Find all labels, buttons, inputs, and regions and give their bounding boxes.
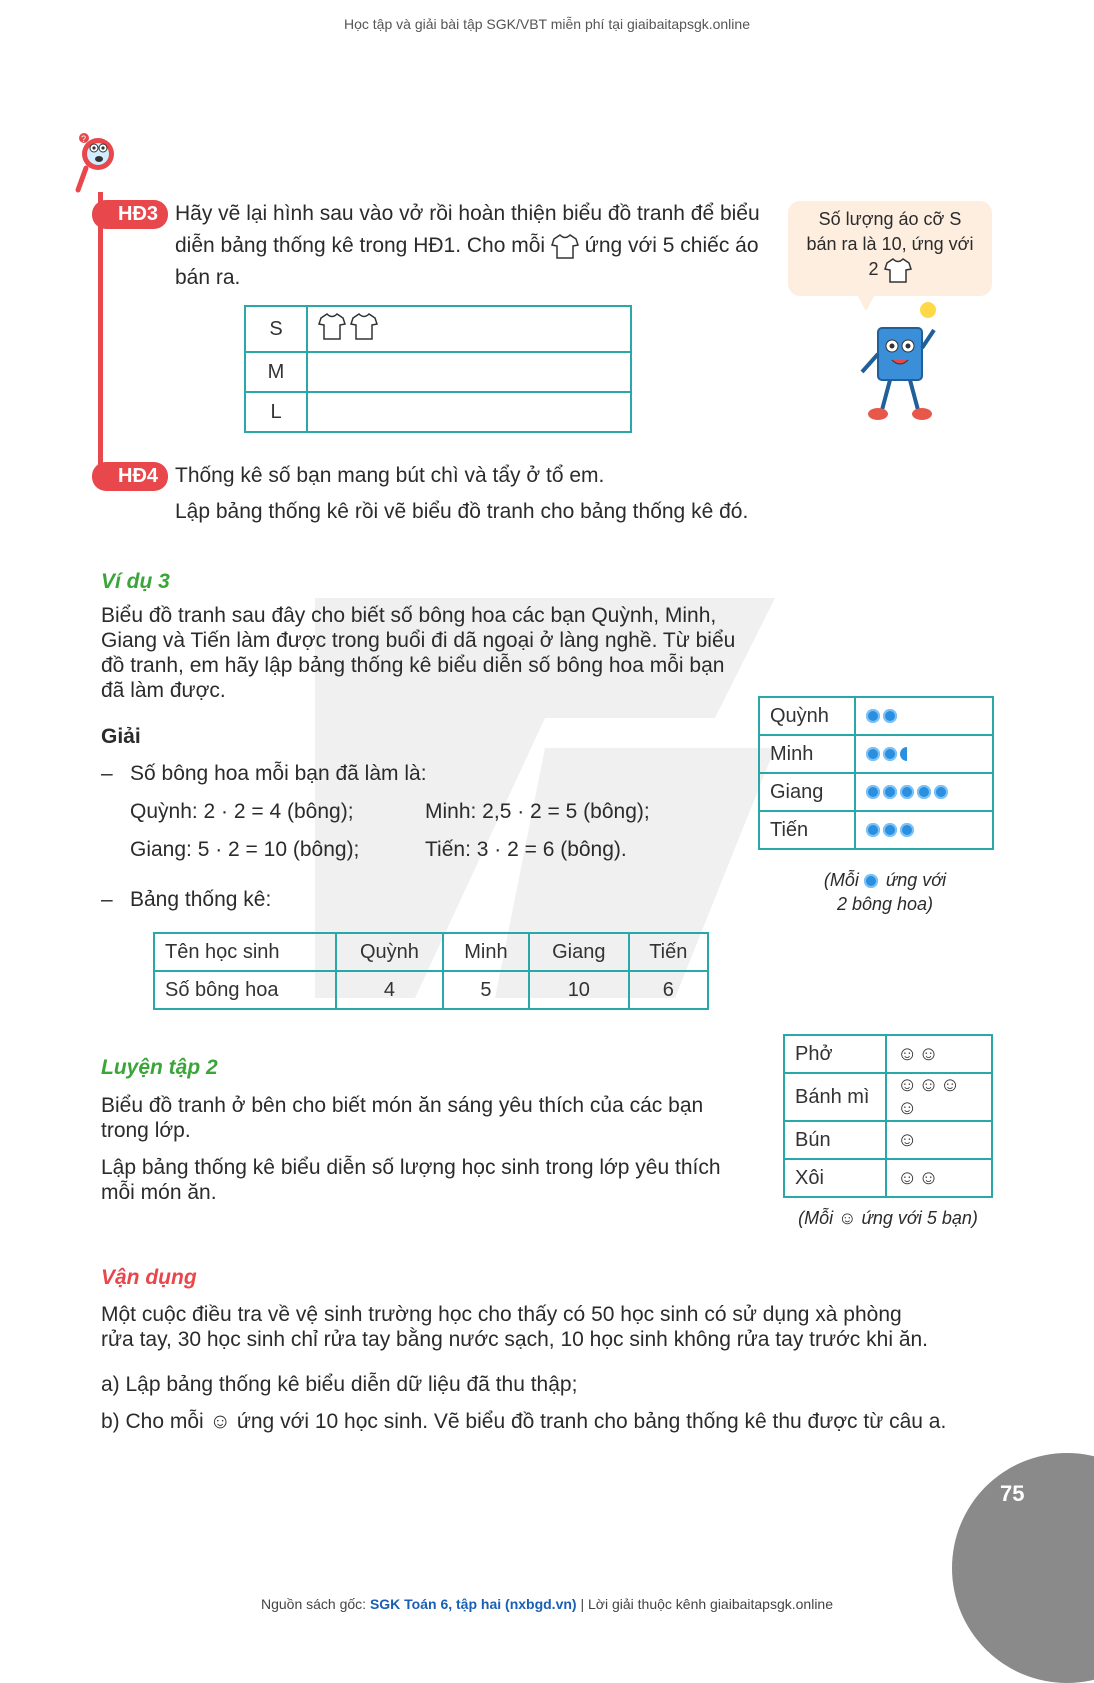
flower-icon (900, 823, 914, 837)
food-name-banhmi: Bánh mì (784, 1073, 886, 1121)
hd3-line1: Hãy vẽ lại hình sau vào vở rồi hoàn thiện biểu đồ tranh để biểu (175, 202, 760, 225)
stat-value-minh: 5 (443, 971, 529, 1009)
bullet-2: – (101, 888, 113, 911)
picto-flowers-giang (855, 773, 993, 811)
size-label-m: M (245, 352, 307, 392)
stat-header-minh: Minh (443, 933, 529, 971)
flower-caption-a: (Mỗi (823, 870, 859, 890)
flower-icon (883, 709, 897, 723)
stat-row-label: Số bông hoa (154, 971, 336, 1009)
picto-name-tien: Tiến (759, 811, 855, 849)
example3-title: Ví dụ 3 (101, 570, 170, 593)
tshirt-icon (884, 257, 912, 283)
apply-part-a: a) Lập bảng thống kê biểu diễn dữ liệu đã thu thập; (101, 1373, 578, 1396)
example3-text-line3: đồ tranh, em hãy lập bảng thống kê biểu diễn số bông hoa mỗi bạn (101, 654, 725, 677)
tshirt-icon (551, 233, 579, 259)
flower-picto-table (758, 696, 994, 850)
step1-text: Số bông hoa mỗi bạn đã làm là: (130, 762, 427, 785)
hd3-line2 (175, 230, 759, 262)
hd3-line2a: diễn bảng thống kê trong HĐ1. Cho mỗi (175, 234, 546, 257)
picto-flowers-minh (855, 735, 993, 773)
food-caption: (Mỗi ☺ ứng với 5 bạn) (798, 1208, 978, 1228)
example3-text (101, 603, 761, 703)
hd3-badge: HĐ3 (92, 200, 168, 229)
example3-text-line4: đã làm được. (101, 679, 226, 702)
calc-tien: Tiến: 3 · 2 = 6 (bông). (425, 838, 627, 861)
tshirt-pair-icon (318, 312, 382, 340)
food-smileys-xoi: ☺☺ (886, 1159, 992, 1197)
activity-red-line (98, 192, 103, 476)
stat-header-name: Tên học sinh (154, 933, 336, 971)
flower-caption-c: 2 bông hoa) (836, 894, 934, 914)
speech-bubble (788, 201, 992, 296)
footer-prefix: Nguồn sách gốc: (260, 1596, 367, 1612)
svg-text:?: ? (81, 134, 87, 144)
step2-text: Bảng thống kê: (130, 888, 272, 911)
shirt-picto-table (244, 305, 632, 433)
example3-text-line2: Giang và Tiến làm được trong buổi đi dã ngoại ở làng nghề. Từ biểu (101, 629, 736, 652)
bullet-1: – (101, 762, 113, 785)
calc-giang: Giang: 5 · 2 = 10 (bông); (130, 838, 360, 861)
practice2-text2: trong lớp. (101, 1119, 191, 1142)
flower-icon (883, 785, 897, 799)
shirt-cell-m (307, 352, 631, 392)
footer-source-link[interactable]: SGK Toán 6, tập hai (nxbgd.vn) (369, 1596, 577, 1612)
flower-icon (866, 823, 880, 837)
calc-quynh: Quỳnh: 2 · 2 = 4 (bông); (130, 800, 354, 823)
footer-note (0, 1596, 1094, 1612)
flower-icon (917, 785, 931, 799)
hd3-line2b: ứng với 5 chiếc áo (584, 234, 759, 257)
header-note: Học tập và giải bài tập SGK/VBT miễn phí tại giaibaitapsgk.online (344, 16, 750, 32)
hd3-line3: bán ra. (175, 266, 241, 289)
flower-caption-b: ứng với (885, 870, 947, 890)
stat-header-quynh: Quỳnh (336, 933, 443, 971)
speech-line1: Số lượng áo cỡ S (818, 209, 962, 229)
food-smileys-bun: ☺ (886, 1121, 992, 1159)
food-picto-table (783, 1034, 993, 1198)
shirt-cell-l (307, 392, 631, 432)
speech-line3: 2 (868, 259, 879, 279)
calc-minh: Minh: 2,5 · 2 = 5 (bông); (425, 800, 650, 823)
stat-header-tien: Tiến (629, 933, 708, 971)
food-name-xoi: Xôi (784, 1159, 886, 1197)
half-flower-icon (900, 747, 907, 761)
food-name-bun: Bún (784, 1121, 886, 1159)
picto-name-minh: Minh (759, 735, 855, 773)
food-name-pho: Phở (784, 1035, 886, 1073)
stat-header-giang: Giang (529, 933, 628, 971)
apply-part-b: b) Cho mỗi ☺ ứng với 10 học sinh. Vẽ biểu đồ tranh cho bảng thống kê thu được từ câu a. (101, 1410, 947, 1433)
hd4-line2: Lập bảng thống kê rồi vẽ biểu đồ tranh cho bảng thống kê đó. (175, 500, 749, 523)
flower-icon (934, 785, 948, 799)
food-smileys-pho: ☺☺ (886, 1035, 992, 1073)
size-label-l: L (245, 392, 307, 432)
size-label-s: S (245, 306, 307, 352)
stat-value-giang: 10 (529, 971, 628, 1009)
flower-icon (900, 785, 914, 799)
flower-icon (883, 747, 897, 761)
stat-value-tien: 6 (629, 971, 708, 1009)
flower-icon (864, 874, 878, 888)
mascot-magnifier-icon (74, 132, 118, 194)
picto-flowers-tien (855, 811, 993, 849)
flower-icon (866, 785, 880, 799)
hd4-badge: HĐ4 (92, 462, 168, 491)
apply-text1: Một cuộc điều tra về vệ sinh trường học cho thấy có 50 học sinh có sử dụng xà phòng (101, 1303, 902, 1326)
flower-caption (790, 868, 980, 916)
hd4-line1: Thống kê số bạn mang bút chì và tẩy ở tổ em. (175, 464, 605, 487)
mascot-character-icon (848, 298, 958, 426)
apply-text2: rửa tay, 30 học sinh chỉ rửa tay bằng nước sạch, 10 học sinh không rửa tay trước khi ăn. (101, 1328, 929, 1351)
footer-suffix: | Lời giải thuộc kênh giaibaitapsgk.online (580, 1596, 834, 1612)
apply-title: Vận dụng (101, 1266, 197, 1289)
solution-label: Giải (101, 725, 141, 748)
flower-icon (866, 709, 880, 723)
stat-value-quynh: 4 (336, 971, 443, 1009)
speech-line2: bán ra là 10, ứng với (806, 234, 974, 254)
picto-flowers-quynh (855, 697, 993, 735)
example3-text-line1: Biểu đồ tranh sau đây cho biết số bông hoa các bạn Quỳnh, Minh, (101, 604, 717, 627)
page-number: 75 (1000, 1481, 1025, 1506)
practice2-text4: mỗi món ăn. (101, 1181, 217, 1204)
flower-stat-table (153, 932, 709, 1010)
picto-name-quynh: Quỳnh (759, 697, 855, 735)
flower-icon (883, 823, 897, 837)
food-smileys-banhmi: ☺☺☺☺ (886, 1073, 992, 1121)
picto-name-giang: Giang (759, 773, 855, 811)
shirt-cell-s (307, 306, 631, 352)
flower-icon (866, 747, 880, 761)
practice2-text1: Biểu đồ tranh ở bên cho biết món ăn sáng yêu thích của các bạn (101, 1094, 704, 1117)
practice2-text3: Lập bảng thống kê biểu diễn số lượng học sinh trong lớp yêu thích (101, 1156, 721, 1179)
practice2-title: Luyện tập 2 (101, 1056, 218, 1079)
